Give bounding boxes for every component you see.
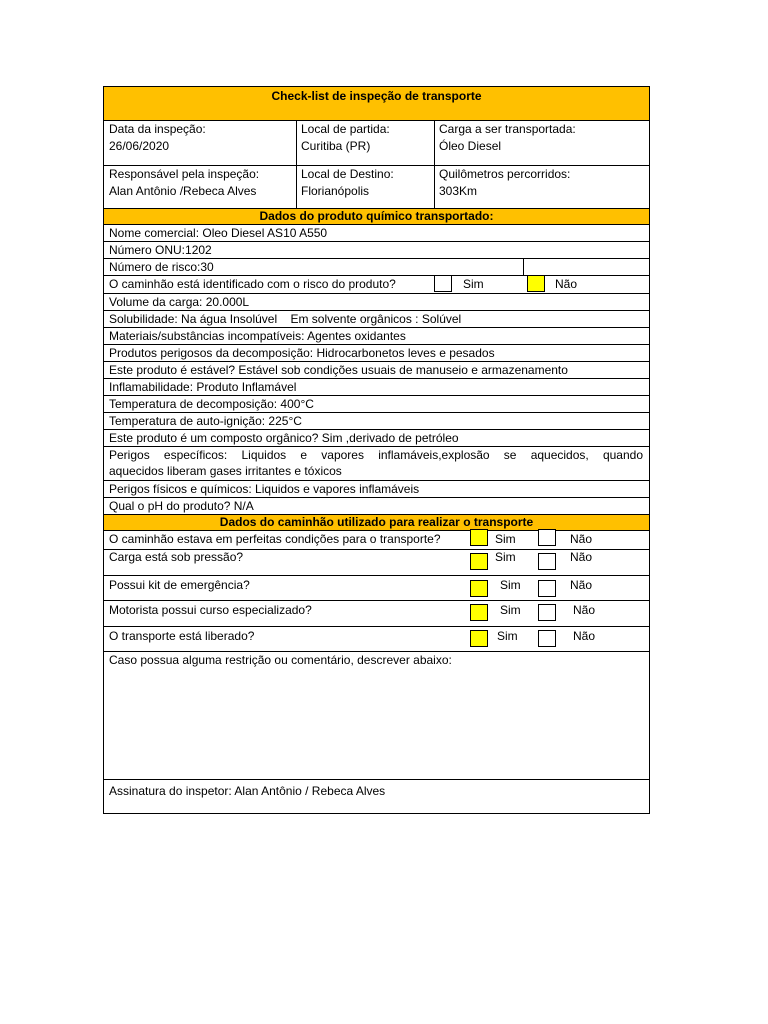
origin-value: Curitiba (PR) <box>301 139 371 153</box>
signature-line: Assinatura do inspetor: Alan Antônio / Rebeca Alves <box>109 784 386 798</box>
destination-label: Local de Destino: <box>301 167 394 181</box>
product-incompatible: Materiais/substâncias incompatíveis: Agentes oxidantes <box>109 329 406 343</box>
truck-q1-sim-checkbox[interactable] <box>470 529 488 546</box>
product-name: Nome comercial: Oleo Diesel AS10 A550 <box>109 226 328 240</box>
truck-q5-nao-checkbox[interactable] <box>538 630 556 647</box>
product-solubility: Solubilidade: Na água Insolúvel Em solvente orgânicos : Solúvel <box>109 312 462 326</box>
truck-q3-nao-label: Não <box>570 578 593 592</box>
product-decomposition-temp: Temperatura de decomposição: 400°C <box>109 397 314 411</box>
product-volume: Volume da carga: 20.000L <box>109 295 250 309</box>
product-stable: Este produto é estável? Estável sob condições usuais de manuseio e armazenamento <box>109 363 568 377</box>
inspection-checklist <box>103 86 650 814</box>
product-section-header: Dados do produto químico transportado: <box>259 209 494 223</box>
truck-q3-nao-checkbox[interactable] <box>538 580 556 597</box>
truck-q2-sim-checkbox[interactable] <box>470 553 488 570</box>
product-flammability: Inflamabilidade: Produto Inflamável <box>109 380 297 394</box>
truck-q4-sim-label: Sim <box>500 603 521 617</box>
truck-q4-nao-checkbox[interactable] <box>538 604 556 621</box>
truck-q2-nao-label: Não <box>570 550 593 564</box>
truck-q4-nao-label: Não <box>573 603 596 617</box>
km-value: 303Km <box>439 184 478 198</box>
cargo-label: Carga a ser transportada: <box>439 122 576 136</box>
truck-question: Motorista possui curso especializado? <box>109 603 312 617</box>
product-autoignition-temp: Temperatura de auto-ignição: 225°C <box>109 414 302 428</box>
comments-label: Caso possua alguma restrição ou comentário, descrever abaixo: <box>109 653 452 667</box>
product-specific-hazards-line1: Perigos específicos: Liquidos e vapores inflamáveis,explosão se aquecidos, quando <box>109 448 643 462</box>
date-value: 26/06/2020 <box>109 139 170 153</box>
responsible-value: Alan Antônio /Rebeca Alves <box>109 184 257 198</box>
page-title: Check-list de inspeção de transporte <box>271 89 482 103</box>
product-organic: Este produto é um composto orgânico? Sim ,derivado de petróleo <box>109 431 459 445</box>
truck-q3-sim-label: Sim <box>500 578 521 592</box>
identified-nao-label: Não <box>555 277 578 291</box>
responsible-label: Responsável pela inspeção: <box>109 167 260 181</box>
product-onu: Número ONU:1202 <box>109 243 212 257</box>
destination-value: Florianópolis <box>301 184 370 198</box>
product-ph: Qual o pH do produto? N/A <box>109 499 254 513</box>
truck-question: Carga está sob pressão? <box>109 550 244 564</box>
truck-q1-sim-label: Sim <box>495 532 516 546</box>
truck-section-header: Dados do caminhão utilizado para realizar o transporte <box>219 515 534 529</box>
identified-sim-label: Sim <box>463 277 484 291</box>
truck-q5-sim-label: Sim <box>497 629 518 643</box>
product-specific-hazards-line2: aquecidos liberam gases irritantes e tóxicos <box>109 464 342 478</box>
comments-area[interactable] <box>105 669 648 777</box>
date-label: Data da inspeção: <box>109 122 206 136</box>
truck-q5-nao-label: Não <box>573 629 596 643</box>
truck-q2-sim-label: Sim <box>495 550 516 564</box>
truck-q5-sim-checkbox[interactable] <box>470 630 488 647</box>
truck-question: Possui kit de emergência? <box>109 578 250 592</box>
truck-q1-nao-checkbox[interactable] <box>538 529 556 546</box>
truck-q3-sim-checkbox[interactable] <box>470 580 488 597</box>
origin-label: Local de partida: <box>301 122 390 136</box>
truck-q2-nao-checkbox[interactable] <box>538 553 556 570</box>
truck-q1-nao-label: Não <box>570 532 593 546</box>
cargo-value: Óleo Diesel <box>439 139 502 153</box>
truck-q4-sim-checkbox[interactable] <box>470 604 488 621</box>
km-label: Quilômetros percorridos: <box>439 167 571 181</box>
identified-sim-checkbox[interactable] <box>434 275 452 292</box>
product-decomposition-products: Produtos perigosos da decomposição: Hidrocarbonetos leves e pesados <box>109 346 495 360</box>
product-physical-chemical-hazards: Perigos físicos e químicos: Liquidos e vapores inflamáveis <box>109 482 420 496</box>
product-risk: Número de risco:30 <box>109 260 214 274</box>
identified-nao-checkbox[interactable] <box>527 275 545 292</box>
truck-question: O caminhão estava em perfeitas condições para o transporte? <box>109 532 441 546</box>
identified-question: O caminhão está identificado com o risco do produto? <box>109 277 396 291</box>
truck-question: O transporte está liberado? <box>109 629 255 643</box>
